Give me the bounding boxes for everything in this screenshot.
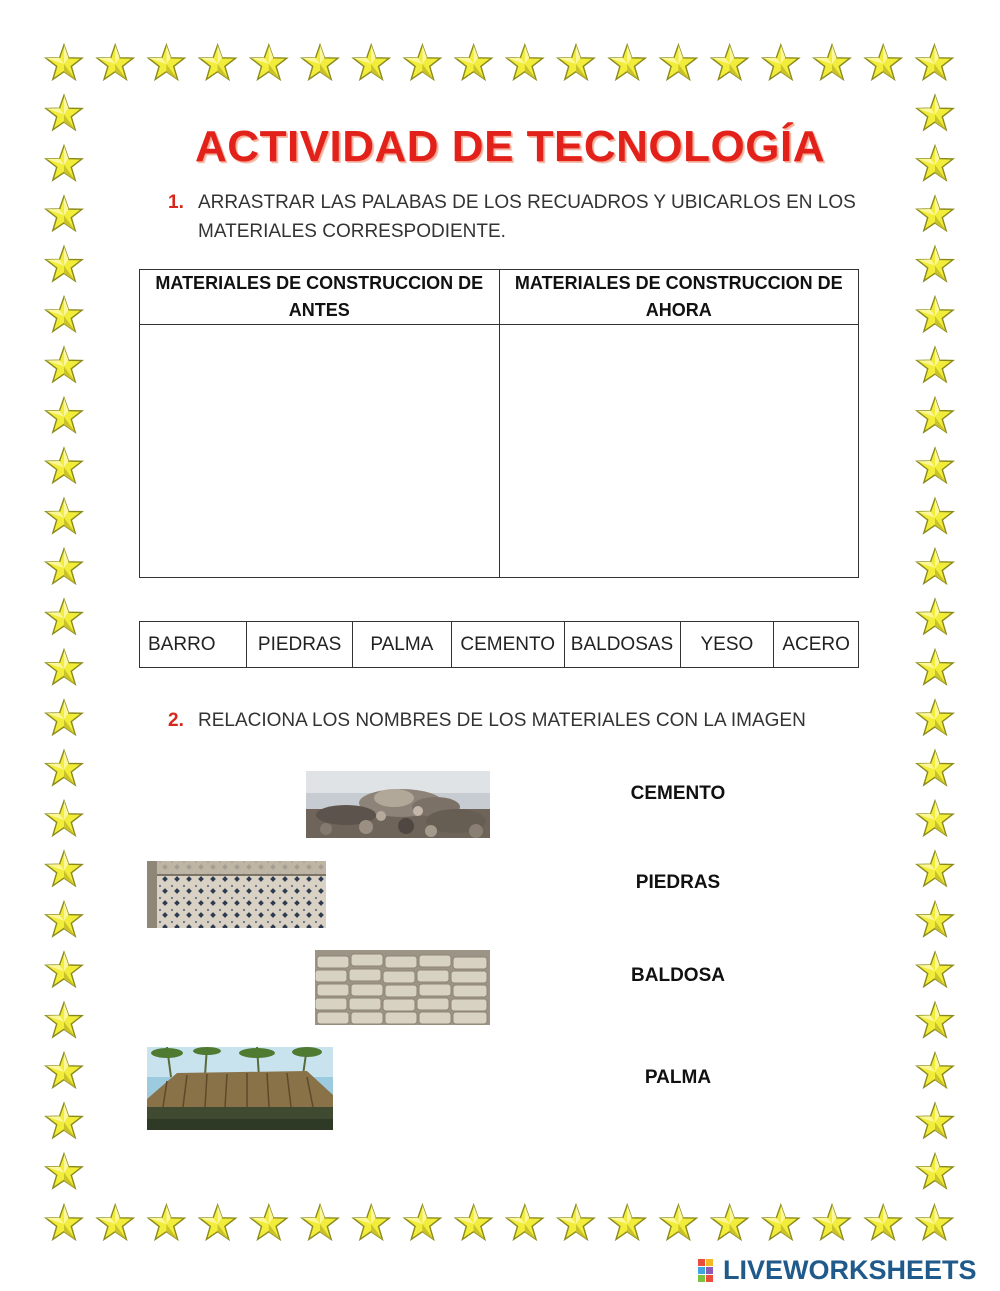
word-tile-palma[interactable]: PALMA [352,622,451,668]
star-icon [917,751,953,785]
stones-image[interactable] [306,771,490,838]
star-icon [917,902,953,936]
word-tile-barro[interactable]: BARRO [140,622,247,668]
instruction-2-text: RELACIONA LOS NOMBRES DE LOS MATERIALES CON LA IMAGEN [198,710,806,731]
star-icon [660,45,696,79]
star-icon [814,45,850,79]
word-tile-acero[interactable]: ACERO [774,622,859,668]
match-label-palma: PALMA [644,1067,712,1088]
star-icon [46,95,82,129]
star-icon [46,1103,82,1137]
word-tile-cemento[interactable]: CEMENTO [451,622,564,668]
star-icon [763,1205,799,1239]
tiles-image[interactable] [147,861,326,928]
star-icon [456,1205,492,1239]
star-icon [917,952,953,986]
star-icon [97,1205,133,1239]
star-icon [404,1205,440,1239]
star-icon [46,398,82,432]
star-icon [917,549,953,583]
star-icon [46,499,82,533]
star-icon [46,952,82,986]
star-icon [46,448,82,482]
star-icon [865,1205,901,1239]
star-icon [251,1205,287,1239]
star-icon [46,902,82,936]
star-icon [251,45,287,79]
star-icon [917,599,953,633]
word-tile-yeso[interactable]: YESO [680,622,774,668]
drop-zone-now[interactable] [499,325,859,578]
star-icon [712,45,748,79]
word-bank [139,621,859,668]
star-icon [456,45,492,79]
sorting-table [139,269,859,578]
star-icon [46,1053,82,1087]
star-icon [917,1103,953,1137]
star-icon [46,549,82,583]
star-icon [46,650,82,684]
word-tile-piedras[interactable]: PIEDRAS [247,622,352,668]
star-icon [917,196,953,230]
star-icon [46,700,82,734]
star-icon [558,1205,594,1239]
liveworksheets-logo-icon [697,1257,723,1283]
star-icon [917,650,953,684]
star-icon [46,196,82,230]
star-icon [917,700,953,734]
footer-brand [697,1255,977,1285]
instruction-2 [168,706,868,735]
star-icon [917,347,953,381]
star-icon [46,1154,82,1188]
star-icon [148,1205,184,1239]
match-label-baldosa: BALDOSA [631,965,725,986]
star-icon [46,801,82,835]
instruction-1-text: ARRASTRAR LAS PALABAS DE LOS RECUADROS Y UBICARLOS EN LOS MATERIALES CORRESPODIENTE. [198,192,856,242]
star-icon [46,751,82,785]
star-icon [609,45,645,79]
column-header-before: MATERIALES DE CONSTRUCCION DE ANTES [140,270,500,325]
star-icon [609,1205,645,1239]
star-icon [200,1205,236,1239]
cement-bags-image[interactable] [315,950,490,1025]
star-icon [814,1205,850,1239]
star-icon [302,45,338,79]
star-icon [763,45,799,79]
star-icon [46,247,82,281]
instruction-1 [168,188,868,246]
star-icon [917,146,953,180]
column-header-now: MATERIALES DE CONSTRUCCION DE AHORA [499,270,859,325]
star-icon [916,1205,952,1239]
star-icon [917,95,953,129]
star-icon [660,1205,696,1239]
star-icon [917,398,953,432]
star-icon [46,1205,82,1239]
drop-zone-before[interactable] [140,325,500,578]
star-icon [917,247,953,281]
star-icon [46,146,82,180]
footer-brand-text: LIVEWORKSHEETS [723,1254,977,1285]
star-icon [404,45,440,79]
star-icon [302,1205,338,1239]
star-icon [916,45,952,79]
star-icon [200,45,236,79]
instruction-1-number: 1. [168,192,184,213]
star-icon [917,1003,953,1037]
instruction-2-number: 2. [168,710,184,731]
star-icon [712,1205,748,1239]
word-tile-baldosas[interactable]: BALDOSAS [564,622,680,668]
star-icon [507,1205,543,1239]
star-icon [46,599,82,633]
star-icon [46,851,82,885]
star-icon [46,1003,82,1037]
star-icon [917,1154,953,1188]
star-icon [865,45,901,79]
star-icon [46,297,82,331]
star-icon [507,45,543,79]
match-label-cemento: CEMENTO [630,783,726,804]
star-icon [917,1053,953,1087]
star-icon [46,45,82,79]
star-icon [917,499,953,533]
star-icon [353,45,389,79]
star-icon [46,347,82,381]
palm-roof-image[interactable] [147,1047,333,1130]
star-icon [97,45,133,79]
star-icon [148,45,184,79]
page-title: ACTIVIDAD DE TECNOLOGÍA [195,122,825,171]
star-icon [917,801,953,835]
star-icon [917,851,953,885]
star-icon [917,297,953,331]
star-icon [353,1205,389,1239]
star-icon [558,45,594,79]
match-label-piedras: PIEDRAS [635,872,721,893]
star-icon [917,448,953,482]
